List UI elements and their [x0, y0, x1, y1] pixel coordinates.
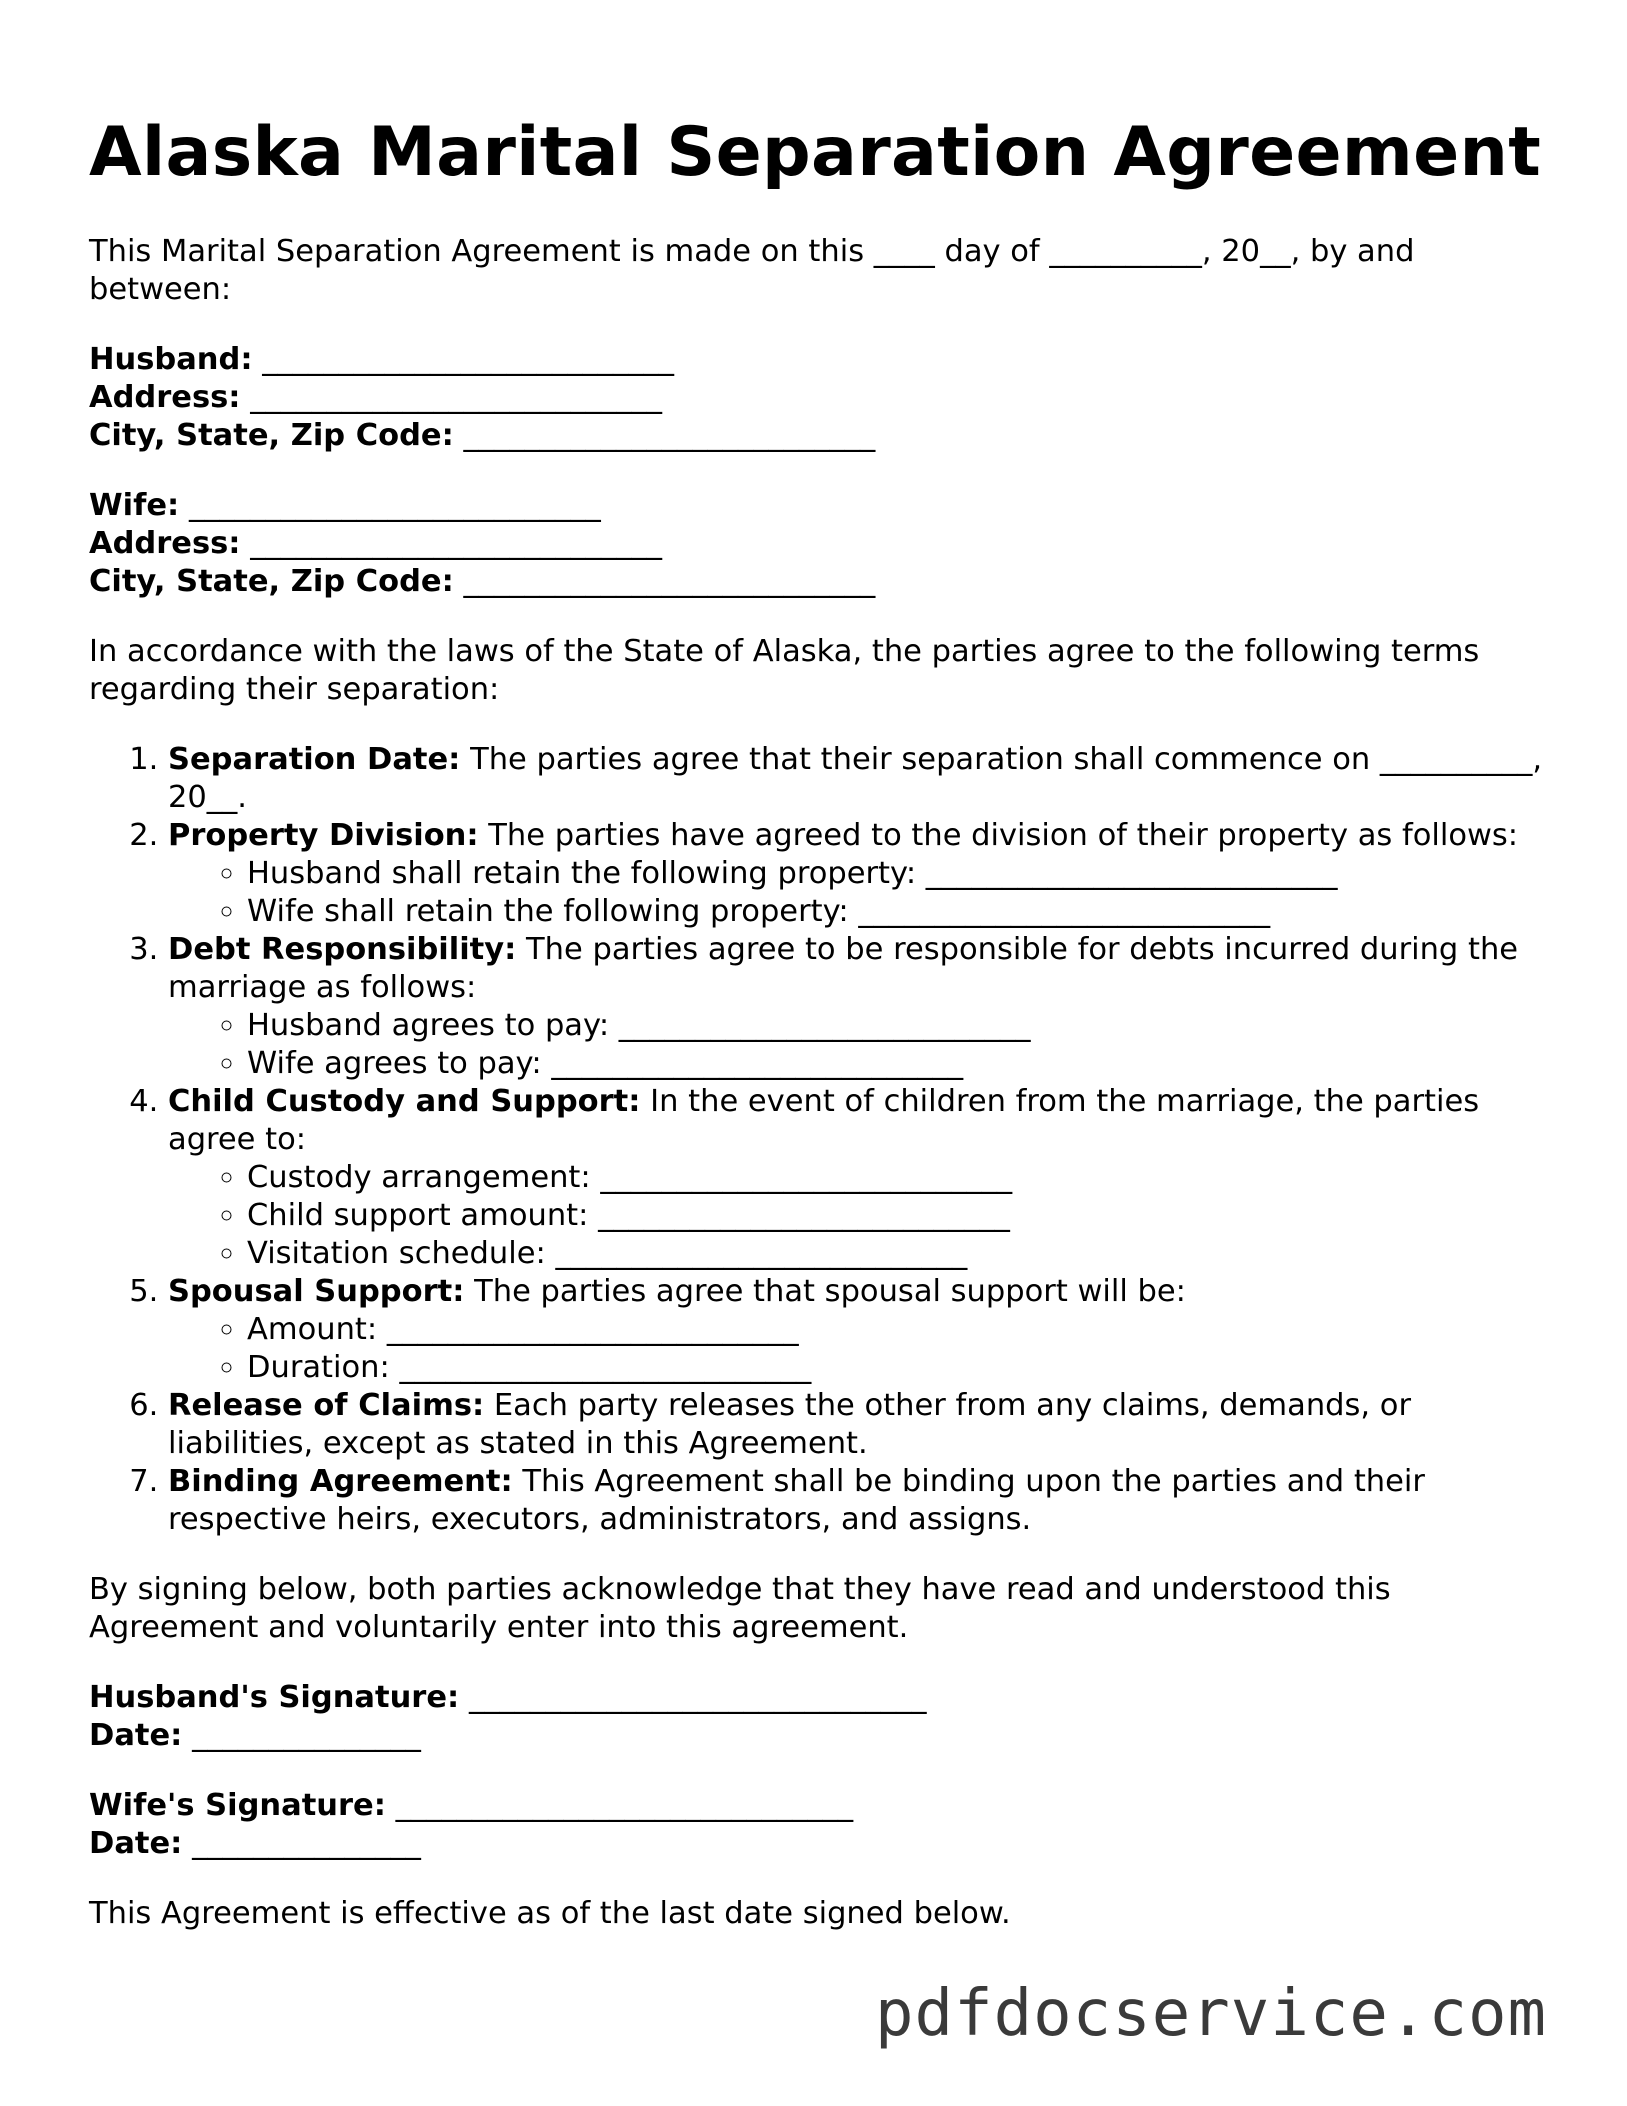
term-heading: Child Custody and Support: [168, 1084, 641, 1119]
term-item [168, 1273, 1549, 1387]
term-subitem: ◦ Wife shall retain the following property: ___________________________ [247, 893, 1549, 931]
husband-block [89, 341, 1549, 455]
husband-date-line [89, 1717, 1549, 1755]
wife-name-blank: ___________________________ [188, 488, 601, 523]
term-subitem: ◦ Child support amount: ___________________________ [247, 1197, 1549, 1235]
wife-address-label: Address: [89, 526, 241, 561]
term-item [168, 1463, 1549, 1539]
intro-paragraph: This Marital Separation Agreement is made on this ____ day of __________, 20__, by and between: [89, 234, 1415, 307]
wife-address-blank: ___________________________ [250, 526, 662, 561]
term-item [168, 1083, 1549, 1273]
wife-date-blank: _______________ [192, 1826, 421, 1861]
husband-city-line [89, 417, 1549, 455]
husband-signature-label: Husband's Signature: [89, 1680, 460, 1715]
watermark: pdfdocservice.com [875, 1977, 1548, 2051]
husband-city-label: City, State, Zip Code: [89, 418, 454, 453]
closing-paragraph: This Agreement is effective as of the last date signed below. [89, 1896, 1011, 1931]
term-text: The parties agree that their separation shall commence on __________, 20__. [168, 742, 1543, 815]
wife-signature-label: Wife's Signature: [89, 1788, 386, 1823]
term-item [168, 931, 1549, 1083]
term-heading: Release of Claims: [168, 1388, 485, 1423]
husband-name-label: Husband: [89, 342, 253, 377]
wife-date-label: Date: [89, 1826, 183, 1861]
terms-intro-paragraph: In accordance with the laws of the State of Alaska, the parties agree to the following terms regarding their separation: [89, 634, 1480, 707]
wife-city-line [89, 563, 1549, 601]
term-subitem: ◦ Husband shall retain the following property: ___________________________ [247, 855, 1549, 893]
husband-address-label: Address: [89, 380, 241, 415]
term-text: This Agreement shall be binding upon the parties and their respective heirs, executors, administrators, and assigns. [168, 1464, 1425, 1537]
term-item [168, 817, 1549, 931]
terms-list [89, 741, 1549, 1539]
term-heading: Separation Date: [168, 742, 461, 777]
wife-address-line [89, 525, 1549, 563]
husband-date-blank: _______________ [192, 1718, 421, 1753]
husband-signature-block [89, 1679, 1549, 1755]
husband-signature-line [89, 1679, 1549, 1717]
term-subitem: ◦ Amount: ___________________________ [247, 1311, 1549, 1349]
term-text: In the event of children from the marriage, the parties agree to: [168, 1084, 1480, 1157]
term-item [168, 1387, 1549, 1463]
wife-signature-blank: ______________________________ [395, 1788, 854, 1823]
term-text: The parties agree to be responsible for debts incurred during the marriage as follows: [168, 932, 1519, 1005]
husband-date-label: Date: [89, 1718, 183, 1753]
husband-name-blank: ___________________________ [262, 342, 675, 377]
term-subitems [168, 1159, 1549, 1273]
term-subitem: ◦ Husband agrees to pay: ___________________________ [247, 1007, 1549, 1045]
term-subitem: ◦ Custody arrangement: ___________________________ [247, 1159, 1549, 1197]
term-item [168, 741, 1549, 817]
wife-city-label: City, State, Zip Code: [89, 564, 454, 599]
term-subitems [168, 1311, 1549, 1387]
wife-block [89, 487, 1549, 601]
wife-name-label: Wife: [89, 488, 180, 523]
wife-signature-line [89, 1787, 1549, 1825]
term-text: Each party releases the other from any claims, demands, or liabilities, except as stated in this Agreement. [168, 1388, 1411, 1461]
acknowledgement-paragraph: By signing below, both parties acknowledge that they have read and understood this Agreement and voluntarily enter into this agreement. [89, 1572, 1391, 1645]
document-title: Alaska Marital Separation Agreement [89, 113, 1542, 192]
term-subitem: ◦ Wife agrees to pay: ___________________________ [247, 1045, 1549, 1083]
wife-date-line [89, 1825, 1549, 1863]
term-subitem: ◦ Duration: ___________________________ [247, 1349, 1549, 1387]
term-subitem: ◦ Visitation schedule: ___________________________ [247, 1235, 1549, 1273]
wife-signature-block [89, 1787, 1549, 1863]
term-subitems [168, 1007, 1549, 1083]
term-subitems [168, 855, 1549, 931]
husband-address-line [89, 379, 1549, 417]
term-text: The parties agree that spousal support will be: [474, 1274, 1186, 1309]
husband-name-line [89, 341, 1549, 379]
term-heading: Debt Responsibility: [168, 932, 517, 967]
term-heading: Binding Agreement: [168, 1464, 513, 1499]
husband-signature-blank: ______________________________ [468, 1680, 927, 1715]
term-heading: Spousal Support: [168, 1274, 465, 1309]
document-page [89, 113, 1549, 1933]
wife-name-line [89, 487, 1549, 525]
husband-address-blank: ___________________________ [250, 380, 662, 415]
term-heading: Property Division: [168, 818, 479, 853]
term-text: The parties have agreed to the division of their property as follows: [488, 818, 1519, 853]
husband-city-blank: ___________________________ [463, 418, 876, 453]
wife-city-blank: ___________________________ [463, 564, 876, 599]
